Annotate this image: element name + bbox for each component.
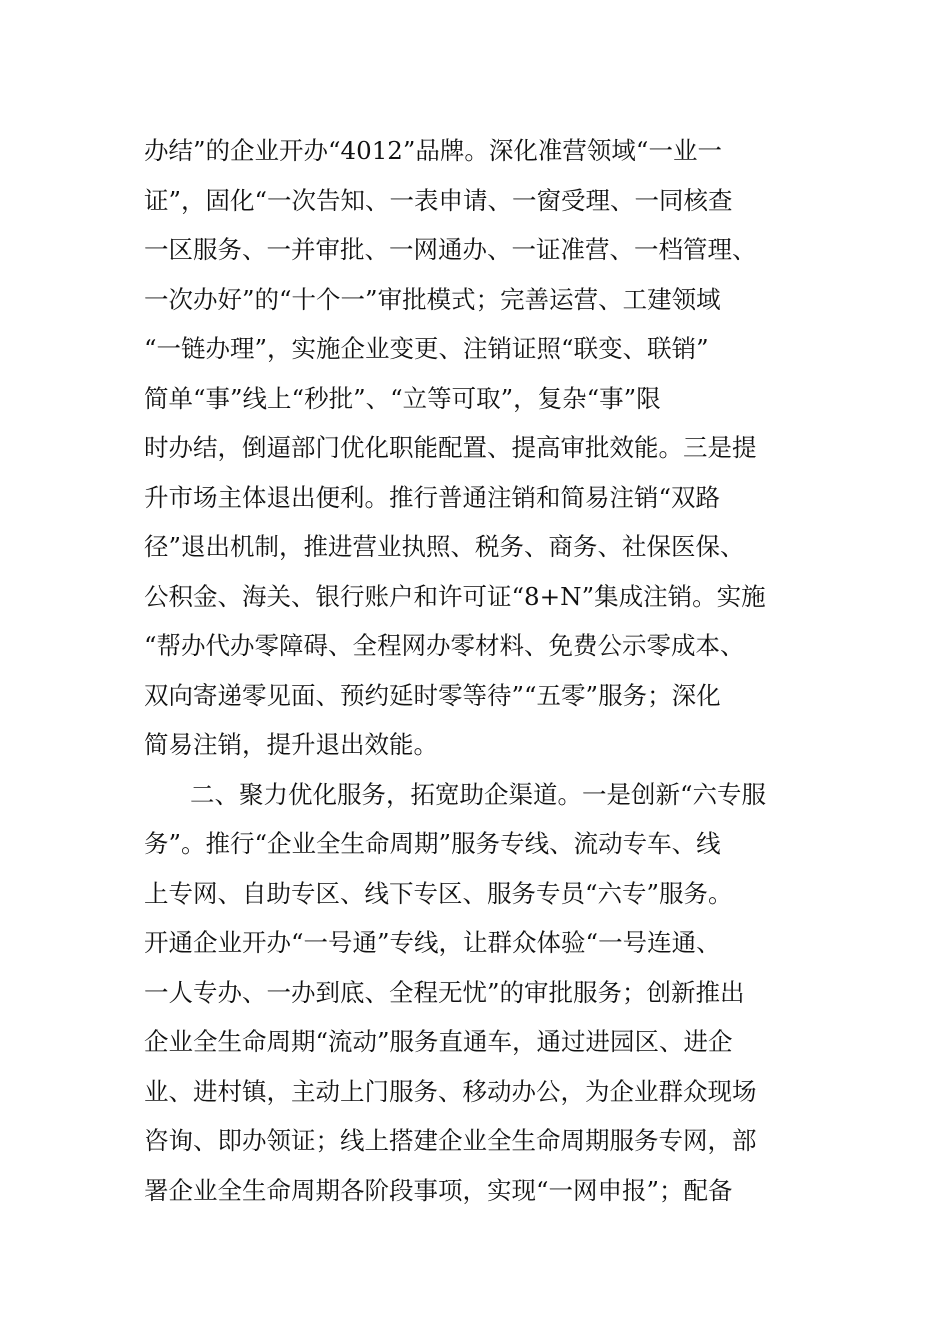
- text-line: 双向寄递零见面、预约延时零等待”“五零”服务；深化: [144, 680, 721, 710]
- paragraph-heading-line: 二、聚力优化服务，拓宽助企渠道。一是创新“六专服: [190, 779, 767, 809]
- text-line: 证”，固化“一次告知、一表申请、一窗受理、一同核查: [144, 185, 733, 215]
- text-line: 简单“事”线上“秒批”、“立等可取”，复杂“事”限: [144, 383, 661, 413]
- text-line: 咨询、即办领证；线上搭建企业全生命周期服务专网，部: [144, 1126, 757, 1155]
- text-line: 一人专办、一办到底、全程无忧”的审批服务；创新推出: [144, 977, 745, 1007]
- text-line: 公积金、海关、银行账户和许可证“8+N”集成注销。实施: [144, 581, 766, 611]
- text-line: 办结”的企业开办“4012”品牌。深化准营领域“一业一: [144, 136, 722, 165]
- document-body: [144, 126, 814, 1215]
- text-line: 业、进村镇，主动上门服务、移动办公，为企业群众现场: [144, 1076, 757, 1106]
- text-line: 企业全生命周期“流动”服务直通车，通过进园区、进企: [144, 1027, 733, 1056]
- text-line: 时办结，倒逼部门优化职能配置、提高审批效能。三是提: [144, 433, 757, 462]
- text-line: 一次办好”的“十个一”审批模式；完善运营、工建领域: [144, 284, 721, 314]
- text-line: 务”。推行“企业全生命周期”服务专线、流动专车、线: [144, 829, 721, 858]
- text-line: 升市场主体退出便利。推行普通注销和简易注销“双路: [144, 482, 721, 512]
- text-line: “帮办代办零障碍、全程网办零材料、免费公示零成本、: [144, 631, 745, 660]
- text-line: 径”退出机制，推进营业执照、税务、商务、社保医保、: [144, 532, 745, 561]
- text-line: “一链办理”，实施企业变更、注销证照“联变、联销”: [144, 334, 709, 363]
- text-line: 开通企业开办“一号通”专线，让群众体验“一号连通、: [144, 928, 721, 957]
- text-line: 一区服务、一并审批、一网通办、一证准营、一档管理、: [144, 235, 757, 264]
- text-line: 署企业全生命周期各阶段事项，实现“一网申报”；配备: [144, 1175, 733, 1205]
- text-line: 简易注销，提升退出效能。: [144, 730, 438, 759]
- text-line: 上专网、自助专区、线下专区、服务专员“六专”服务。: [144, 878, 733, 908]
